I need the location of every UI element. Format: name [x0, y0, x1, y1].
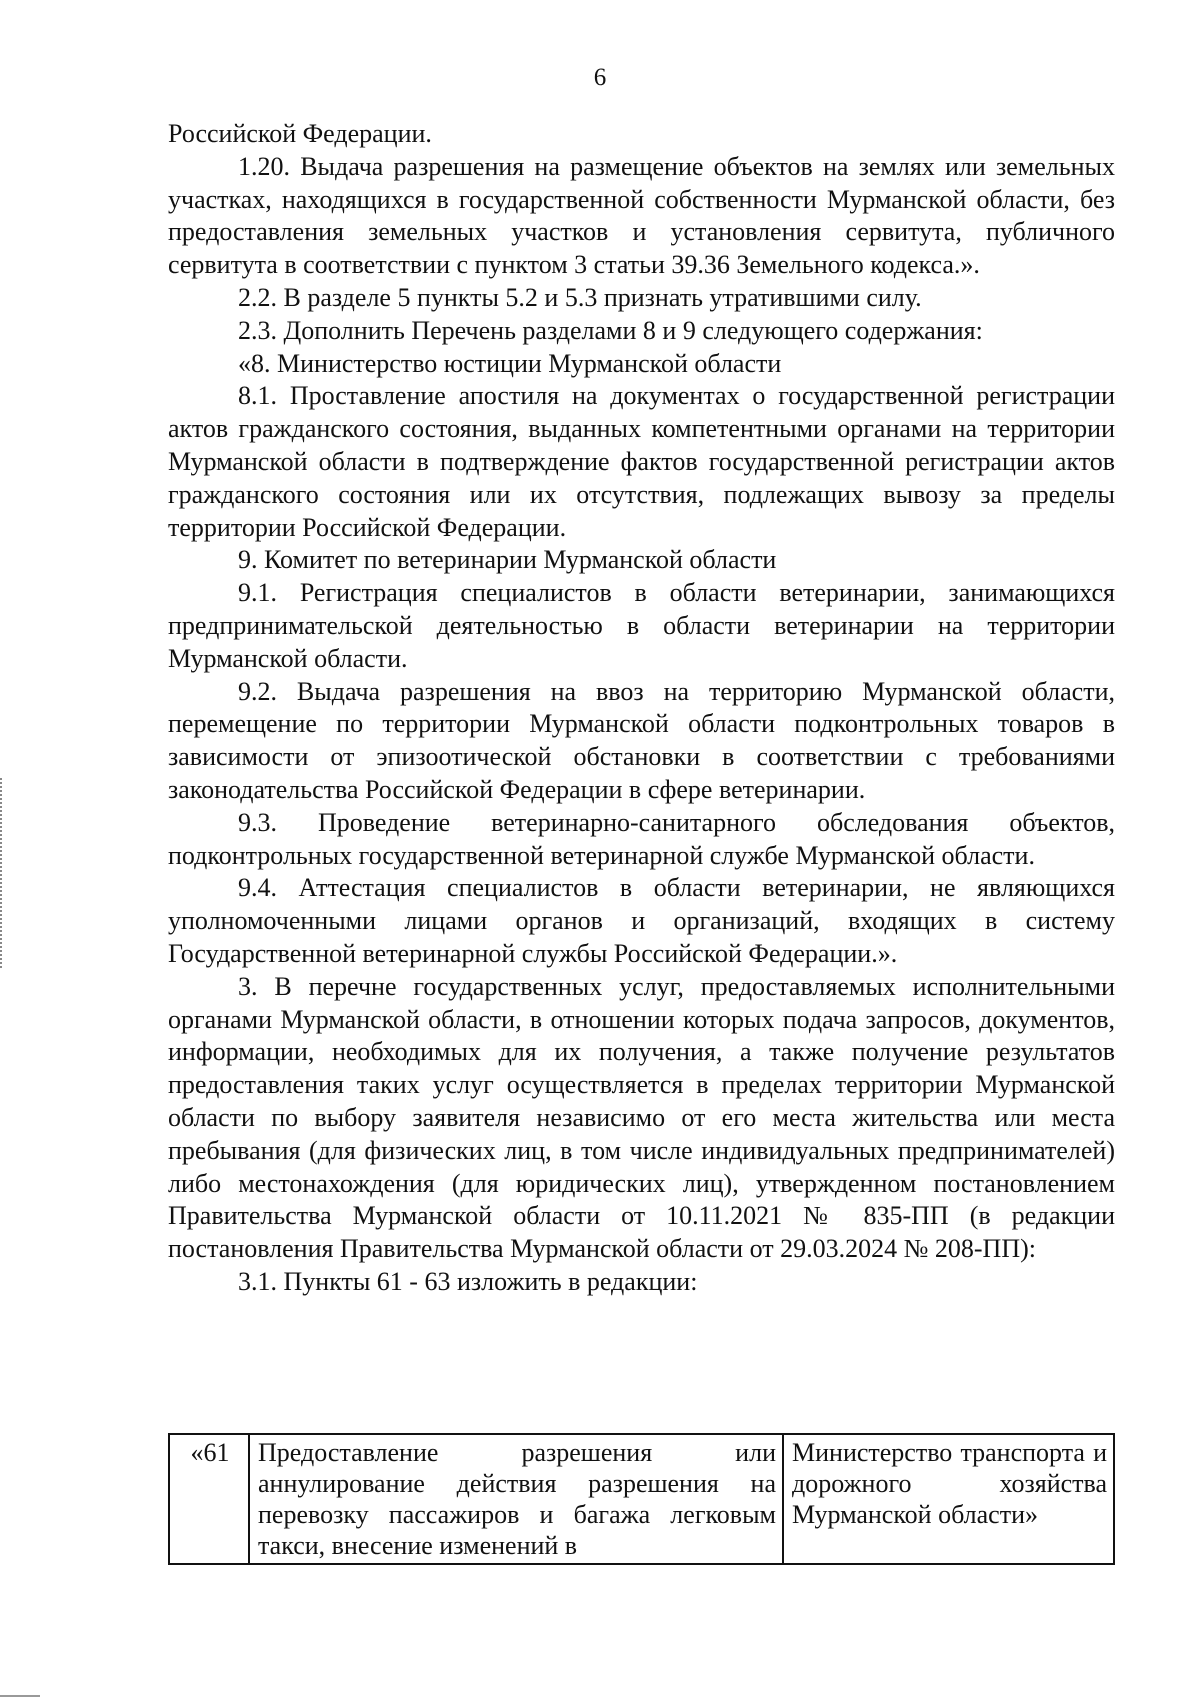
- section-heading-8: «8. Министерство юстиции Мурманской области: [238, 348, 782, 378]
- paragraph-item-2-3: 2.3. Дополнить Перечень разделами 8 и 9 следующего содержания:: [238, 315, 983, 345]
- paragraph-continuation: Российской Федерации.: [168, 119, 432, 148]
- paragraph-item-3-1: 3.1. Пункты 61 - 63 изложить в редакции:: [238, 1266, 698, 1296]
- document-body: [168, 118, 1115, 1299]
- table-cell-description: Предоставление разрешения или аннулирование действия разрешения на перевозку пассажиров и багажа легковым такси, внесение изменений в: [249, 1434, 783, 1564]
- services-table: [168, 1433, 1115, 1565]
- scan-corner-mark: [0, 1695, 40, 1697]
- paragraph-item-9-3: 9.3. Проведение ветеринарно-санитарного обследования объектов, подконтрольных государственной ветеринарной службе Мурманской области.: [168, 807, 1115, 870]
- paragraph-item-9-4: 9.4. Аттестация специалистов в области ветеринарии, не являющихся уполномоченными лицами органов и организаций, входящих в систему Государственной ветеринарной службы Российской Федерации.».: [168, 873, 1115, 968]
- section-heading-9: 9. Комитет по ветеринарии Мурманской области: [238, 545, 777, 575]
- scan-edge-marks: [0, 778, 5, 968]
- paragraph-item-1-20: 1.20. Выдача разрешения на размещение объектов на землях или земельных участках, находящихся в государственной собственности Мурманской области, без предоставления земельных участков и установления сервитута, публичного сервитута в соответствии с пунктом 3 статьи 39.36 Земельного кодекса.».: [168, 151, 1115, 280]
- table-cell-number: «61: [169, 1434, 249, 1564]
- paragraph-item-9-2: 9.2. Выдача разрешения на ввоз на территорию Мурманской области, перемещение по территории Мурманской области подконтрольных товаров в зависимости от эпизоотической обстановки в соответствии с требованиями законодательства Российской Федерации в сфере ветеринарии.: [168, 676, 1115, 804]
- paragraph-item-2-2: 2.2. В разделе 5 пункты 5.2 и 5.3 признать утратившими силу.: [238, 282, 922, 312]
- paragraph-item-8-1: 8.1. Проставление апостиля на документах о государственной регистрации актов гражданского состояния, выданных компетентными органами на территории Мурманской области в подтверждение фактов государственной регистрации актов гражданского состояния или их отсутствия, подлежащих вывозу за пределы территории Российской Федерации.: [168, 381, 1115, 542]
- paragraph-item-3: 3. В перечне государственных услуг, предоставляемых исполнительными органами Мурманской области, в отношении которых подача запросов, документов, информации, необходимых для их получения, а также получение результатов предоставления таких услуг осуществляется в пределах территории Мурманской области по выбору заявителя независимо от его места жительства или места пребывания (для физических лиц, в том числе индивидуальных предпринимателей) либо местонахождения (для юридических лиц), утвержденном постановлением Правительства Мурманской области от 10.11.2021 № 835-ПП (в редакции постановления Правительства Мурманской области от 29.03.2024 № 208-ПП):: [168, 971, 1115, 1264]
- table-row: [169, 1434, 1114, 1564]
- page-number: 6: [593, 64, 607, 91]
- table-cell-organization: Министерство транспорта и дорожного хозяйства Мурманской области»: [783, 1434, 1114, 1564]
- paragraph-item-9-1: 9.1. Регистрация специалистов в области ветеринарии, занимающихся предпринимательской деятельностью в области ветеринарии на территории Мурманской области.: [168, 578, 1115, 673]
